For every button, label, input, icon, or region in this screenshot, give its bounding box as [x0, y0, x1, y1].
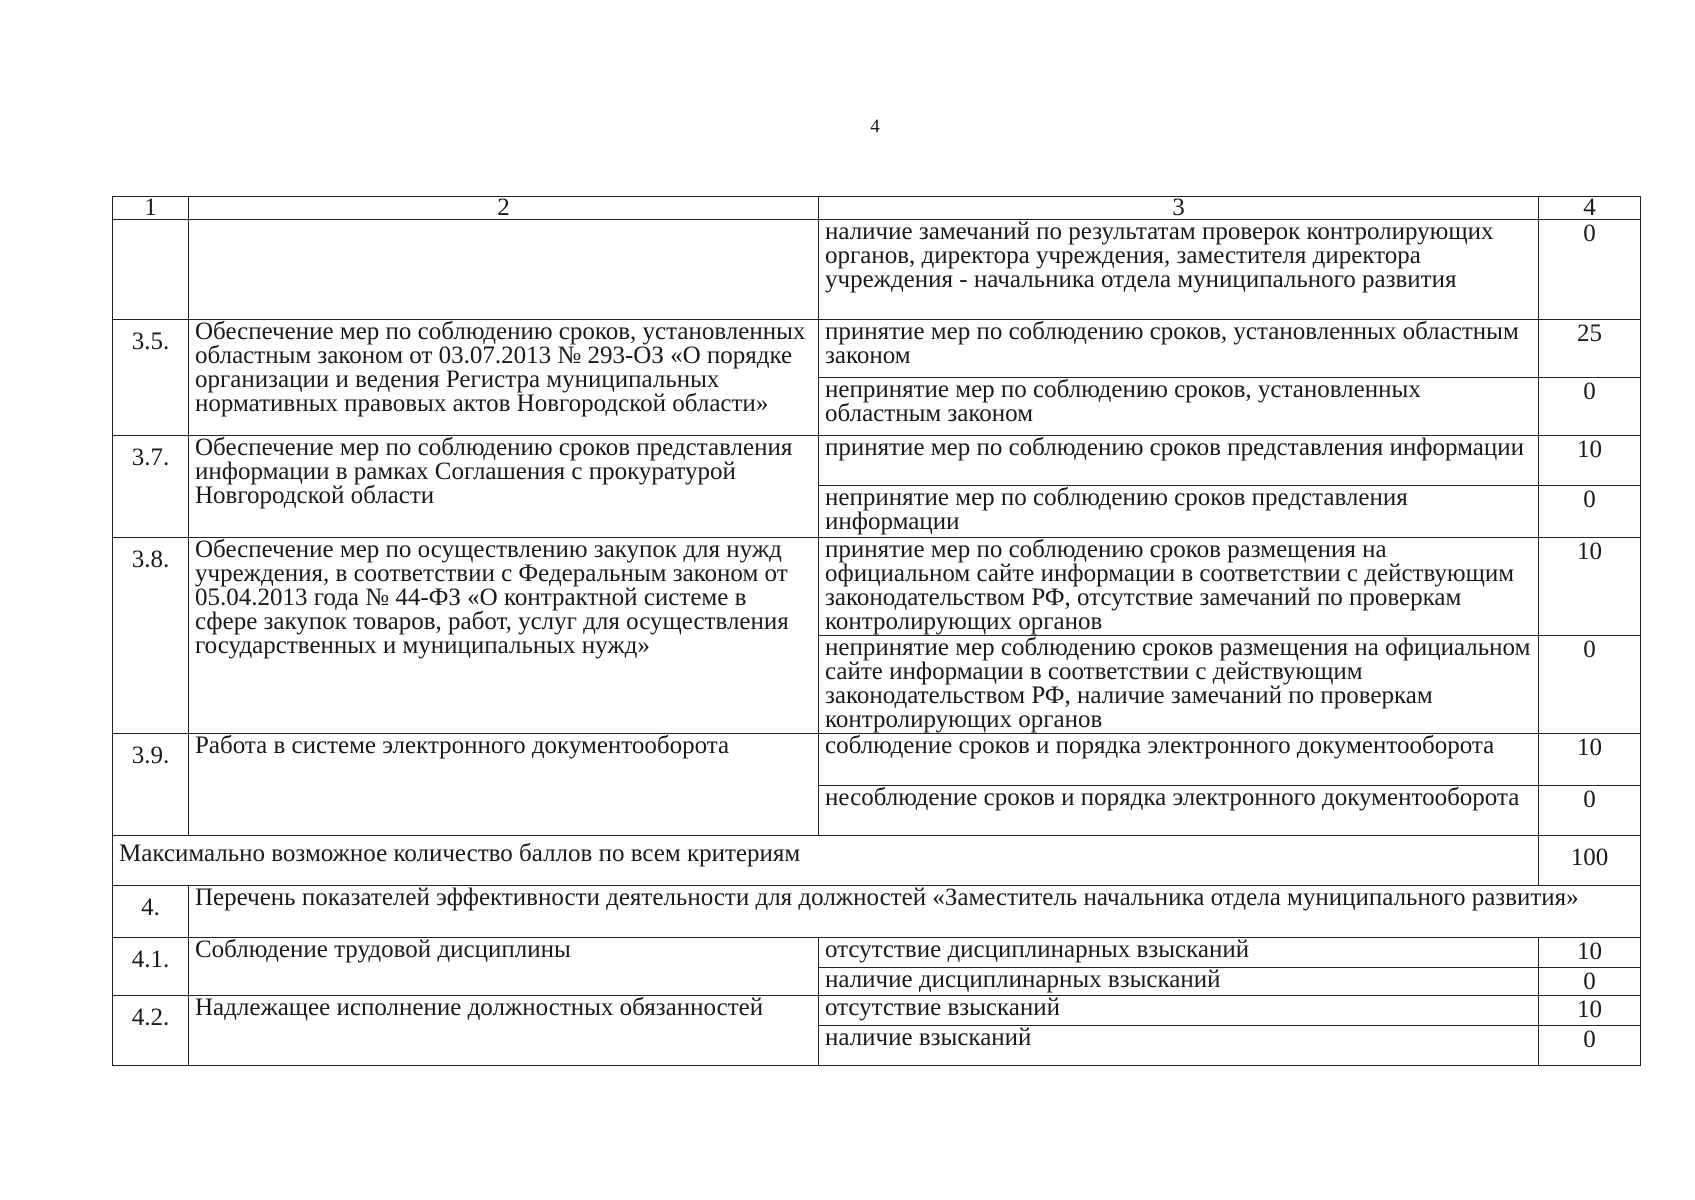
- page-number: 4: [870, 116, 880, 137]
- table-row: [113, 538, 1641, 636]
- row-number: 3.9.: [113, 734, 189, 836]
- criteria-cell: несоблюдение сроков и порядка электронного документооборота: [819, 786, 1539, 836]
- total-row: [113, 836, 1641, 886]
- criteria-cell: непринятие мер по соблюдению сроков представления информации: [819, 486, 1539, 538]
- criteria-cell: соблюдение сроков и порядка электронного документооборота: [819, 734, 1539, 786]
- criteria-cell: принятие мер по соблюдению сроков размещения на официальном сайте информации в соответствии с действующим законодательством РФ, отсутствие замечаний по проверкам контролирующих органов: [819, 538, 1539, 636]
- table-row: [113, 996, 1641, 1026]
- points-cell: 0: [1539, 1026, 1641, 1066]
- indicator-cell: Работа в системе электронного документооборота: [189, 734, 819, 836]
- criteria-table: [112, 196, 1641, 1066]
- header-cell-4: 4: [1539, 197, 1641, 220]
- criteria-cell: наличие замечаний по результатам проверок контролирующих органов, директора учреждения, заместителя директора учреждения - начальника отдела муниципального развития: [819, 220, 1539, 320]
- indicator-cell: Обеспечение мер по соблюдению сроков представления информации в рамках Соглашения с прокуратурой Новгородской области: [189, 436, 819, 538]
- header-cell-2: 2: [189, 197, 819, 220]
- criteria-cell: наличие дисциплинарных взысканий: [819, 968, 1539, 996]
- criteria-cell: принятие мер по соблюдению сроков, установленных областным законом: [819, 320, 1539, 378]
- row-number: 3.5.: [113, 320, 189, 436]
- points-cell: 10: [1539, 436, 1641, 486]
- criteria-cell: принятие мер по соблюдению сроков представления информации: [819, 436, 1539, 486]
- criteria-cell: непринятие мер соблюдению сроков размещения на официальном сайте информации в соответствии с действующим законодательством РФ, наличие замечаний по проверкам контролирующих органов: [819, 636, 1539, 734]
- row-number: 3.8.: [113, 538, 189, 734]
- table-row: [113, 220, 1641, 320]
- table-row: [113, 734, 1641, 786]
- header-row: [113, 197, 1641, 220]
- points-cell: 10: [1539, 734, 1641, 786]
- section-title: Перечень показателей эффективности деятельности для должностей «Заместитель начальника отдела муниципального развития»: [189, 886, 1641, 938]
- row-number: 4.2.: [113, 996, 189, 1066]
- indicator-cell: Обеспечение мер по соблюдению сроков, установленных областным законом от 03.07.2013 № 293-ОЗ «О порядке организации и ведения Регистра муниципальных нормативных правовых актов Новгородской области»: [189, 320, 819, 436]
- points-cell: 0: [1539, 636, 1641, 734]
- points-cell: 0: [1539, 220, 1641, 320]
- points-cell: 25: [1539, 320, 1641, 378]
- indicator-cell: Обеспечение мер по осуществлению закупок для нужд учреждения, в соответствии с Федеральным законом от 05.04.2013 года № 44-ФЗ «О контрактной системе в сфере закупок товаров, работ, услуг для осуществления государственных и муниципальных нужд»: [189, 538, 819, 734]
- points-cell: 0: [1539, 786, 1641, 836]
- criteria-cell: наличие взысканий: [819, 1026, 1539, 1066]
- row-number: [113, 220, 189, 320]
- row-number: 3.7.: [113, 436, 189, 538]
- total-label: Максимально возможное количество баллов по всем критериям: [113, 836, 1539, 886]
- points-cell: 0: [1539, 486, 1641, 538]
- header-cell-1: 1: [113, 197, 189, 220]
- points-cell: 0: [1539, 968, 1641, 996]
- points-cell: 0: [1539, 378, 1641, 436]
- criteria-cell: непринятие мер по соблюдению сроков, установленных областным законом: [819, 378, 1539, 436]
- total-points: 100: [1539, 836, 1641, 886]
- criteria-cell: отсутствие взысканий: [819, 996, 1539, 1026]
- indicator-cell: Соблюдение трудовой дисциплины: [189, 938, 819, 996]
- section-row: [113, 886, 1641, 938]
- table-row: [113, 938, 1641, 968]
- section-number: 4.: [113, 886, 189, 938]
- row-number: 4.1.: [113, 938, 189, 996]
- points-cell: 10: [1539, 938, 1641, 968]
- table-row: [113, 320, 1641, 378]
- points-cell: 10: [1539, 996, 1641, 1026]
- table-row: [113, 436, 1641, 486]
- indicator-cell: [189, 220, 819, 320]
- header-cell-3: 3: [819, 197, 1539, 220]
- criteria-cell: отсутствие дисциплинарных взысканий: [819, 938, 1539, 968]
- indicator-cell: Надлежащее исполнение должностных обязанностей: [189, 996, 819, 1066]
- points-cell: 10: [1539, 538, 1641, 636]
